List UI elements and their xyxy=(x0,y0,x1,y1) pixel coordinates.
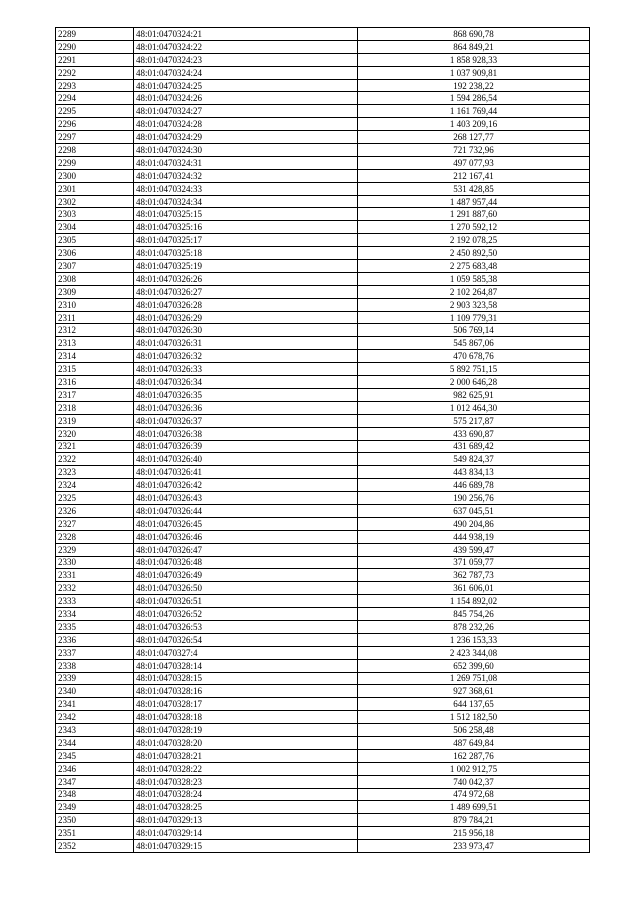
cadastral-number: 48:01:0470328:20 xyxy=(134,736,358,749)
row-number: 2308 xyxy=(56,272,134,285)
cadastral-number: 48:01:0470328:24 xyxy=(134,788,358,801)
table-row xyxy=(56,118,590,131)
cadastral-value: 1 002 912,75 xyxy=(358,762,590,775)
cadastral-value: 506 258,48 xyxy=(358,724,590,737)
cadastral-number: 48:01:0470324:34 xyxy=(134,195,358,208)
table-row xyxy=(56,724,590,737)
cadastral-value: 1 270 592,12 xyxy=(358,221,590,234)
cadastral-number: 48:01:0470324:33 xyxy=(134,182,358,195)
cadastral-value: 439 599,47 xyxy=(358,543,590,556)
table-row xyxy=(56,28,590,41)
cadastral-number: 48:01:0470324:21 xyxy=(134,28,358,41)
cadastral-value: 490 204,86 xyxy=(358,517,590,530)
cadastral-value: 5 892 751,15 xyxy=(358,363,590,376)
cadastral-value: 2 450 892,50 xyxy=(358,247,590,260)
table-row xyxy=(56,298,590,311)
cadastral-value: 1 512 182,50 xyxy=(358,711,590,724)
cadastral-value-table xyxy=(55,27,590,853)
cadastral-value: 1 487 957,44 xyxy=(358,195,590,208)
row-number: 2329 xyxy=(56,543,134,556)
table-row xyxy=(56,156,590,169)
cadastral-number: 48:01:0470325:18 xyxy=(134,247,358,260)
cadastral-value: 878 232,26 xyxy=(358,620,590,633)
cadastral-number: 48:01:0470324:29 xyxy=(134,131,358,144)
row-number: 2314 xyxy=(56,350,134,363)
cadastral-number: 48:01:0470324:26 xyxy=(134,92,358,105)
cadastral-value: 1 161 769,44 xyxy=(358,105,590,118)
cadastral-value: 721 732,96 xyxy=(358,144,590,157)
cadastral-number: 48:01:0470326:43 xyxy=(134,492,358,505)
cadastral-number: 48:01:0470324:32 xyxy=(134,169,358,182)
row-number: 2313 xyxy=(56,337,134,350)
row-number: 2290 xyxy=(56,40,134,53)
table-row xyxy=(56,582,590,595)
row-number: 2324 xyxy=(56,479,134,492)
table-row xyxy=(56,788,590,801)
cadastral-value: 192 238,22 xyxy=(358,79,590,92)
row-number: 2304 xyxy=(56,221,134,234)
cadastral-value: 190 256,76 xyxy=(358,492,590,505)
cadastral-number: 48:01:0470324:25 xyxy=(134,79,358,92)
table-row xyxy=(56,401,590,414)
row-number: 2318 xyxy=(56,401,134,414)
row-number: 2333 xyxy=(56,595,134,608)
row-number: 2332 xyxy=(56,582,134,595)
cadastral-number: 48:01:0470326:33 xyxy=(134,363,358,376)
row-number: 2338 xyxy=(56,659,134,672)
row-number: 2340 xyxy=(56,685,134,698)
cadastral-number: 48:01:0470324:30 xyxy=(134,144,358,157)
cadastral-number: 48:01:0470328:17 xyxy=(134,698,358,711)
row-number: 2344 xyxy=(56,736,134,749)
cadastral-number: 48:01:0470326:29 xyxy=(134,311,358,324)
row-number: 2331 xyxy=(56,569,134,582)
table-row xyxy=(56,633,590,646)
row-number: 2299 xyxy=(56,156,134,169)
table-row xyxy=(56,543,590,556)
cadastral-number: 48:01:0470326:46 xyxy=(134,530,358,543)
row-number: 2339 xyxy=(56,672,134,685)
cadastral-value: 1 154 892,02 xyxy=(358,595,590,608)
cadastral-number: 48:01:0470326:53 xyxy=(134,620,358,633)
cadastral-value: 845 754,26 xyxy=(358,608,590,621)
table-row xyxy=(56,479,590,492)
row-number: 2297 xyxy=(56,131,134,144)
cadastral-value: 233 973,47 xyxy=(358,840,590,853)
row-number: 2315 xyxy=(56,363,134,376)
table-row xyxy=(56,376,590,389)
cadastral-value: 864 849,21 xyxy=(358,40,590,53)
table-row xyxy=(56,195,590,208)
row-number: 2317 xyxy=(56,388,134,401)
cadastral-value: 1 236 153,33 xyxy=(358,633,590,646)
cadastral-value: 1 858 928,33 xyxy=(358,53,590,66)
row-number: 2323 xyxy=(56,466,134,479)
row-number: 2309 xyxy=(56,285,134,298)
cadastral-number: 48:01:0470328:25 xyxy=(134,801,358,814)
row-number: 2342 xyxy=(56,711,134,724)
table-row xyxy=(56,53,590,66)
cadastral-value: 433 690,87 xyxy=(358,427,590,440)
cadastral-value: 982 625,91 xyxy=(358,388,590,401)
row-number: 2302 xyxy=(56,195,134,208)
cadastral-number: 48:01:0470326:48 xyxy=(134,556,358,569)
table-row xyxy=(56,762,590,775)
row-number: 2319 xyxy=(56,414,134,427)
row-number: 2336 xyxy=(56,633,134,646)
table-row xyxy=(56,311,590,324)
row-number: 2334 xyxy=(56,608,134,621)
cadastral-number: 48:01:0470325:19 xyxy=(134,260,358,273)
cadastral-value: 549 824,37 xyxy=(358,453,590,466)
cadastral-number: 48:01:0470327:4 xyxy=(134,646,358,659)
table-row xyxy=(56,388,590,401)
cadastral-number: 48:01:0470326:28 xyxy=(134,298,358,311)
cadastral-value: 927 368,61 xyxy=(358,685,590,698)
cadastral-value: 446 689,78 xyxy=(358,479,590,492)
row-number: 2294 xyxy=(56,92,134,105)
cadastral-number: 48:01:0470326:50 xyxy=(134,582,358,595)
table-row xyxy=(56,827,590,840)
cadastral-value: 1 403 209,16 xyxy=(358,118,590,131)
cadastral-value: 637 045,51 xyxy=(358,504,590,517)
cadastral-number: 48:01:0470326:42 xyxy=(134,479,358,492)
table-row xyxy=(56,350,590,363)
cadastral-value: 644 137,65 xyxy=(358,698,590,711)
cadastral-value: 1 269 751,08 xyxy=(358,672,590,685)
row-number: 2321 xyxy=(56,440,134,453)
cadastral-value: 545 867,06 xyxy=(358,337,590,350)
row-number: 2307 xyxy=(56,260,134,273)
cadastral-number: 48:01:0470328:19 xyxy=(134,724,358,737)
cadastral-number: 48:01:0470328:18 xyxy=(134,711,358,724)
cadastral-value: 2 423 344,08 xyxy=(358,646,590,659)
row-number: 2327 xyxy=(56,517,134,530)
cadastral-value: 1 037 909,81 xyxy=(358,66,590,79)
row-number: 2341 xyxy=(56,698,134,711)
cadastral-value: 361 606,01 xyxy=(358,582,590,595)
cadastral-value: 868 690,78 xyxy=(358,28,590,41)
row-number: 2301 xyxy=(56,182,134,195)
cadastral-value: 431 689,42 xyxy=(358,440,590,453)
cadastral-value: 470 678,76 xyxy=(358,350,590,363)
cadastral-number: 48:01:0470326:41 xyxy=(134,466,358,479)
table-row xyxy=(56,453,590,466)
table-row xyxy=(56,79,590,92)
row-number: 2305 xyxy=(56,234,134,247)
row-number: 2335 xyxy=(56,620,134,633)
row-number: 2295 xyxy=(56,105,134,118)
table-row xyxy=(56,801,590,814)
cadastral-value: 443 834,13 xyxy=(358,466,590,479)
row-number: 2345 xyxy=(56,749,134,762)
cadastral-number: 48:01:0470328:21 xyxy=(134,749,358,762)
table-row xyxy=(56,595,590,608)
cadastral-value: 212 167,41 xyxy=(358,169,590,182)
table-row xyxy=(56,234,590,247)
table-row xyxy=(56,556,590,569)
cadastral-number: 48:01:0470326:45 xyxy=(134,517,358,530)
cadastral-number: 48:01:0470326:35 xyxy=(134,388,358,401)
cadastral-value: 215 956,18 xyxy=(358,827,590,840)
cadastral-value: 1 291 887,60 xyxy=(358,208,590,221)
cadastral-number: 48:01:0470328:23 xyxy=(134,775,358,788)
row-number: 2351 xyxy=(56,827,134,840)
cadastral-number: 48:01:0470326:26 xyxy=(134,272,358,285)
cadastral-number: 48:01:0470324:31 xyxy=(134,156,358,169)
row-number: 2306 xyxy=(56,247,134,260)
cadastral-number: 48:01:0470325:17 xyxy=(134,234,358,247)
cadastral-value: 506 769,14 xyxy=(358,324,590,337)
table-row xyxy=(56,608,590,621)
row-number: 2296 xyxy=(56,118,134,131)
table-row xyxy=(56,247,590,260)
cadastral-number: 48:01:0470324:27 xyxy=(134,105,358,118)
row-number: 2349 xyxy=(56,801,134,814)
cadastral-value: 1 489 699,51 xyxy=(358,801,590,814)
table-row xyxy=(56,324,590,337)
cadastral-number: 48:01:0470326:44 xyxy=(134,504,358,517)
cadastral-value: 1 059 585,38 xyxy=(358,272,590,285)
table-row xyxy=(56,440,590,453)
cadastral-value: 371 059,77 xyxy=(358,556,590,569)
table-row xyxy=(56,427,590,440)
table-row xyxy=(56,169,590,182)
cadastral-number: 48:01:0470328:16 xyxy=(134,685,358,698)
cadastral-number: 48:01:0470326:40 xyxy=(134,453,358,466)
table-row xyxy=(56,40,590,53)
table-row xyxy=(56,814,590,827)
row-number: 2350 xyxy=(56,814,134,827)
table-row xyxy=(56,221,590,234)
table-row xyxy=(56,92,590,105)
cadastral-value: 362 787,73 xyxy=(358,569,590,582)
cadastral-number: 48:01:0470326:39 xyxy=(134,440,358,453)
cadastral-number: 48:01:0470326:47 xyxy=(134,543,358,556)
table-body xyxy=(56,28,590,853)
cadastral-number: 48:01:0470326:32 xyxy=(134,350,358,363)
cadastral-number: 48:01:0470326:37 xyxy=(134,414,358,427)
row-number: 2293 xyxy=(56,79,134,92)
cadastral-number: 48:01:0470324:28 xyxy=(134,118,358,131)
table-row xyxy=(56,672,590,685)
cadastral-value: 879 784,21 xyxy=(358,814,590,827)
row-number: 2322 xyxy=(56,453,134,466)
cadastral-number: 48:01:0470326:49 xyxy=(134,569,358,582)
table-row xyxy=(56,569,590,582)
row-number: 2326 xyxy=(56,504,134,517)
row-number: 2291 xyxy=(56,53,134,66)
cadastral-number: 48:01:0470326:51 xyxy=(134,595,358,608)
table-row xyxy=(56,182,590,195)
cadastral-value: 531 428,85 xyxy=(358,182,590,195)
cadastral-number: 48:01:0470328:15 xyxy=(134,672,358,685)
row-number: 2311 xyxy=(56,311,134,324)
cadastral-number: 48:01:0470326:36 xyxy=(134,401,358,414)
cadastral-number: 48:01:0470326:38 xyxy=(134,427,358,440)
table-row xyxy=(56,144,590,157)
cadastral-number: 48:01:0470326:31 xyxy=(134,337,358,350)
row-number: 2312 xyxy=(56,324,134,337)
table-row xyxy=(56,620,590,633)
table-row xyxy=(56,492,590,505)
table-row xyxy=(56,131,590,144)
cadastral-number: 48:01:0470326:27 xyxy=(134,285,358,298)
table-row xyxy=(56,414,590,427)
row-number: 2343 xyxy=(56,724,134,737)
row-number: 2298 xyxy=(56,144,134,157)
row-number: 2300 xyxy=(56,169,134,182)
cadastral-value: 575 217,87 xyxy=(358,414,590,427)
table-row xyxy=(56,66,590,79)
cadastral-number: 48:01:0470324:24 xyxy=(134,66,358,79)
table-row xyxy=(56,105,590,118)
cadastral-number: 48:01:0470326:52 xyxy=(134,608,358,621)
cadastral-value: 2 102 264,87 xyxy=(358,285,590,298)
cadastral-value: 2 000 646,28 xyxy=(358,376,590,389)
table-row xyxy=(56,337,590,350)
row-number: 2316 xyxy=(56,376,134,389)
cadastral-number: 48:01:0470328:22 xyxy=(134,762,358,775)
row-number: 2320 xyxy=(56,427,134,440)
cadastral-value: 740 042,37 xyxy=(358,775,590,788)
row-number: 2303 xyxy=(56,208,134,221)
cadastral-value: 268 127,77 xyxy=(358,131,590,144)
cadastral-number: 48:01:0470328:14 xyxy=(134,659,358,672)
table-row xyxy=(56,646,590,659)
row-number: 2330 xyxy=(56,556,134,569)
table-row xyxy=(56,775,590,788)
row-number: 2347 xyxy=(56,775,134,788)
table-row xyxy=(56,504,590,517)
row-number: 2310 xyxy=(56,298,134,311)
table-row xyxy=(56,840,590,853)
cadastral-value: 444 938,19 xyxy=(358,530,590,543)
cadastral-value: 652 399,60 xyxy=(358,659,590,672)
row-number: 2346 xyxy=(56,762,134,775)
table-row xyxy=(56,659,590,672)
table-row xyxy=(56,466,590,479)
table-row xyxy=(56,698,590,711)
row-number: 2352 xyxy=(56,840,134,853)
cadastral-number: 48:01:0470329:13 xyxy=(134,814,358,827)
table-row xyxy=(56,530,590,543)
table-row xyxy=(56,711,590,724)
cadastral-number: 48:01:0470326:34 xyxy=(134,376,358,389)
row-number: 2292 xyxy=(56,66,134,79)
cadastral-value: 1 594 286,54 xyxy=(358,92,590,105)
cadastral-value: 1 012 464,30 xyxy=(358,401,590,414)
row-number: 2328 xyxy=(56,530,134,543)
table-row xyxy=(56,363,590,376)
cadastral-number: 48:01:0470329:15 xyxy=(134,840,358,853)
cadastral-value: 474 972,68 xyxy=(358,788,590,801)
cadastral-number: 48:01:0470325:16 xyxy=(134,221,358,234)
table-row xyxy=(56,517,590,530)
table-row xyxy=(56,260,590,273)
table-row xyxy=(56,285,590,298)
table-row xyxy=(56,749,590,762)
cadastral-value: 497 077,93 xyxy=(358,156,590,169)
table-row xyxy=(56,736,590,749)
cadastral-number: 48:01:0470329:14 xyxy=(134,827,358,840)
cadastral-value: 2 903 323,58 xyxy=(358,298,590,311)
cadastral-number: 48:01:0470324:23 xyxy=(134,53,358,66)
table-row xyxy=(56,685,590,698)
cadastral-number: 48:01:0470326:54 xyxy=(134,633,358,646)
cadastral-value: 2 275 683,48 xyxy=(358,260,590,273)
cadastral-number: 48:01:0470325:15 xyxy=(134,208,358,221)
row-number: 2348 xyxy=(56,788,134,801)
cadastral-number: 48:01:0470324:22 xyxy=(134,40,358,53)
cadastral-value: 2 192 078,25 xyxy=(358,234,590,247)
table-row xyxy=(56,208,590,221)
cadastral-value: 1 109 779,31 xyxy=(358,311,590,324)
cadastral-value: 162 287,76 xyxy=(358,749,590,762)
cadastral-number: 48:01:0470326:30 xyxy=(134,324,358,337)
table-row xyxy=(56,272,590,285)
row-number: 2325 xyxy=(56,492,134,505)
row-number: 2289 xyxy=(56,28,134,41)
row-number: 2337 xyxy=(56,646,134,659)
cadastral-value: 487 649,84 xyxy=(358,736,590,749)
